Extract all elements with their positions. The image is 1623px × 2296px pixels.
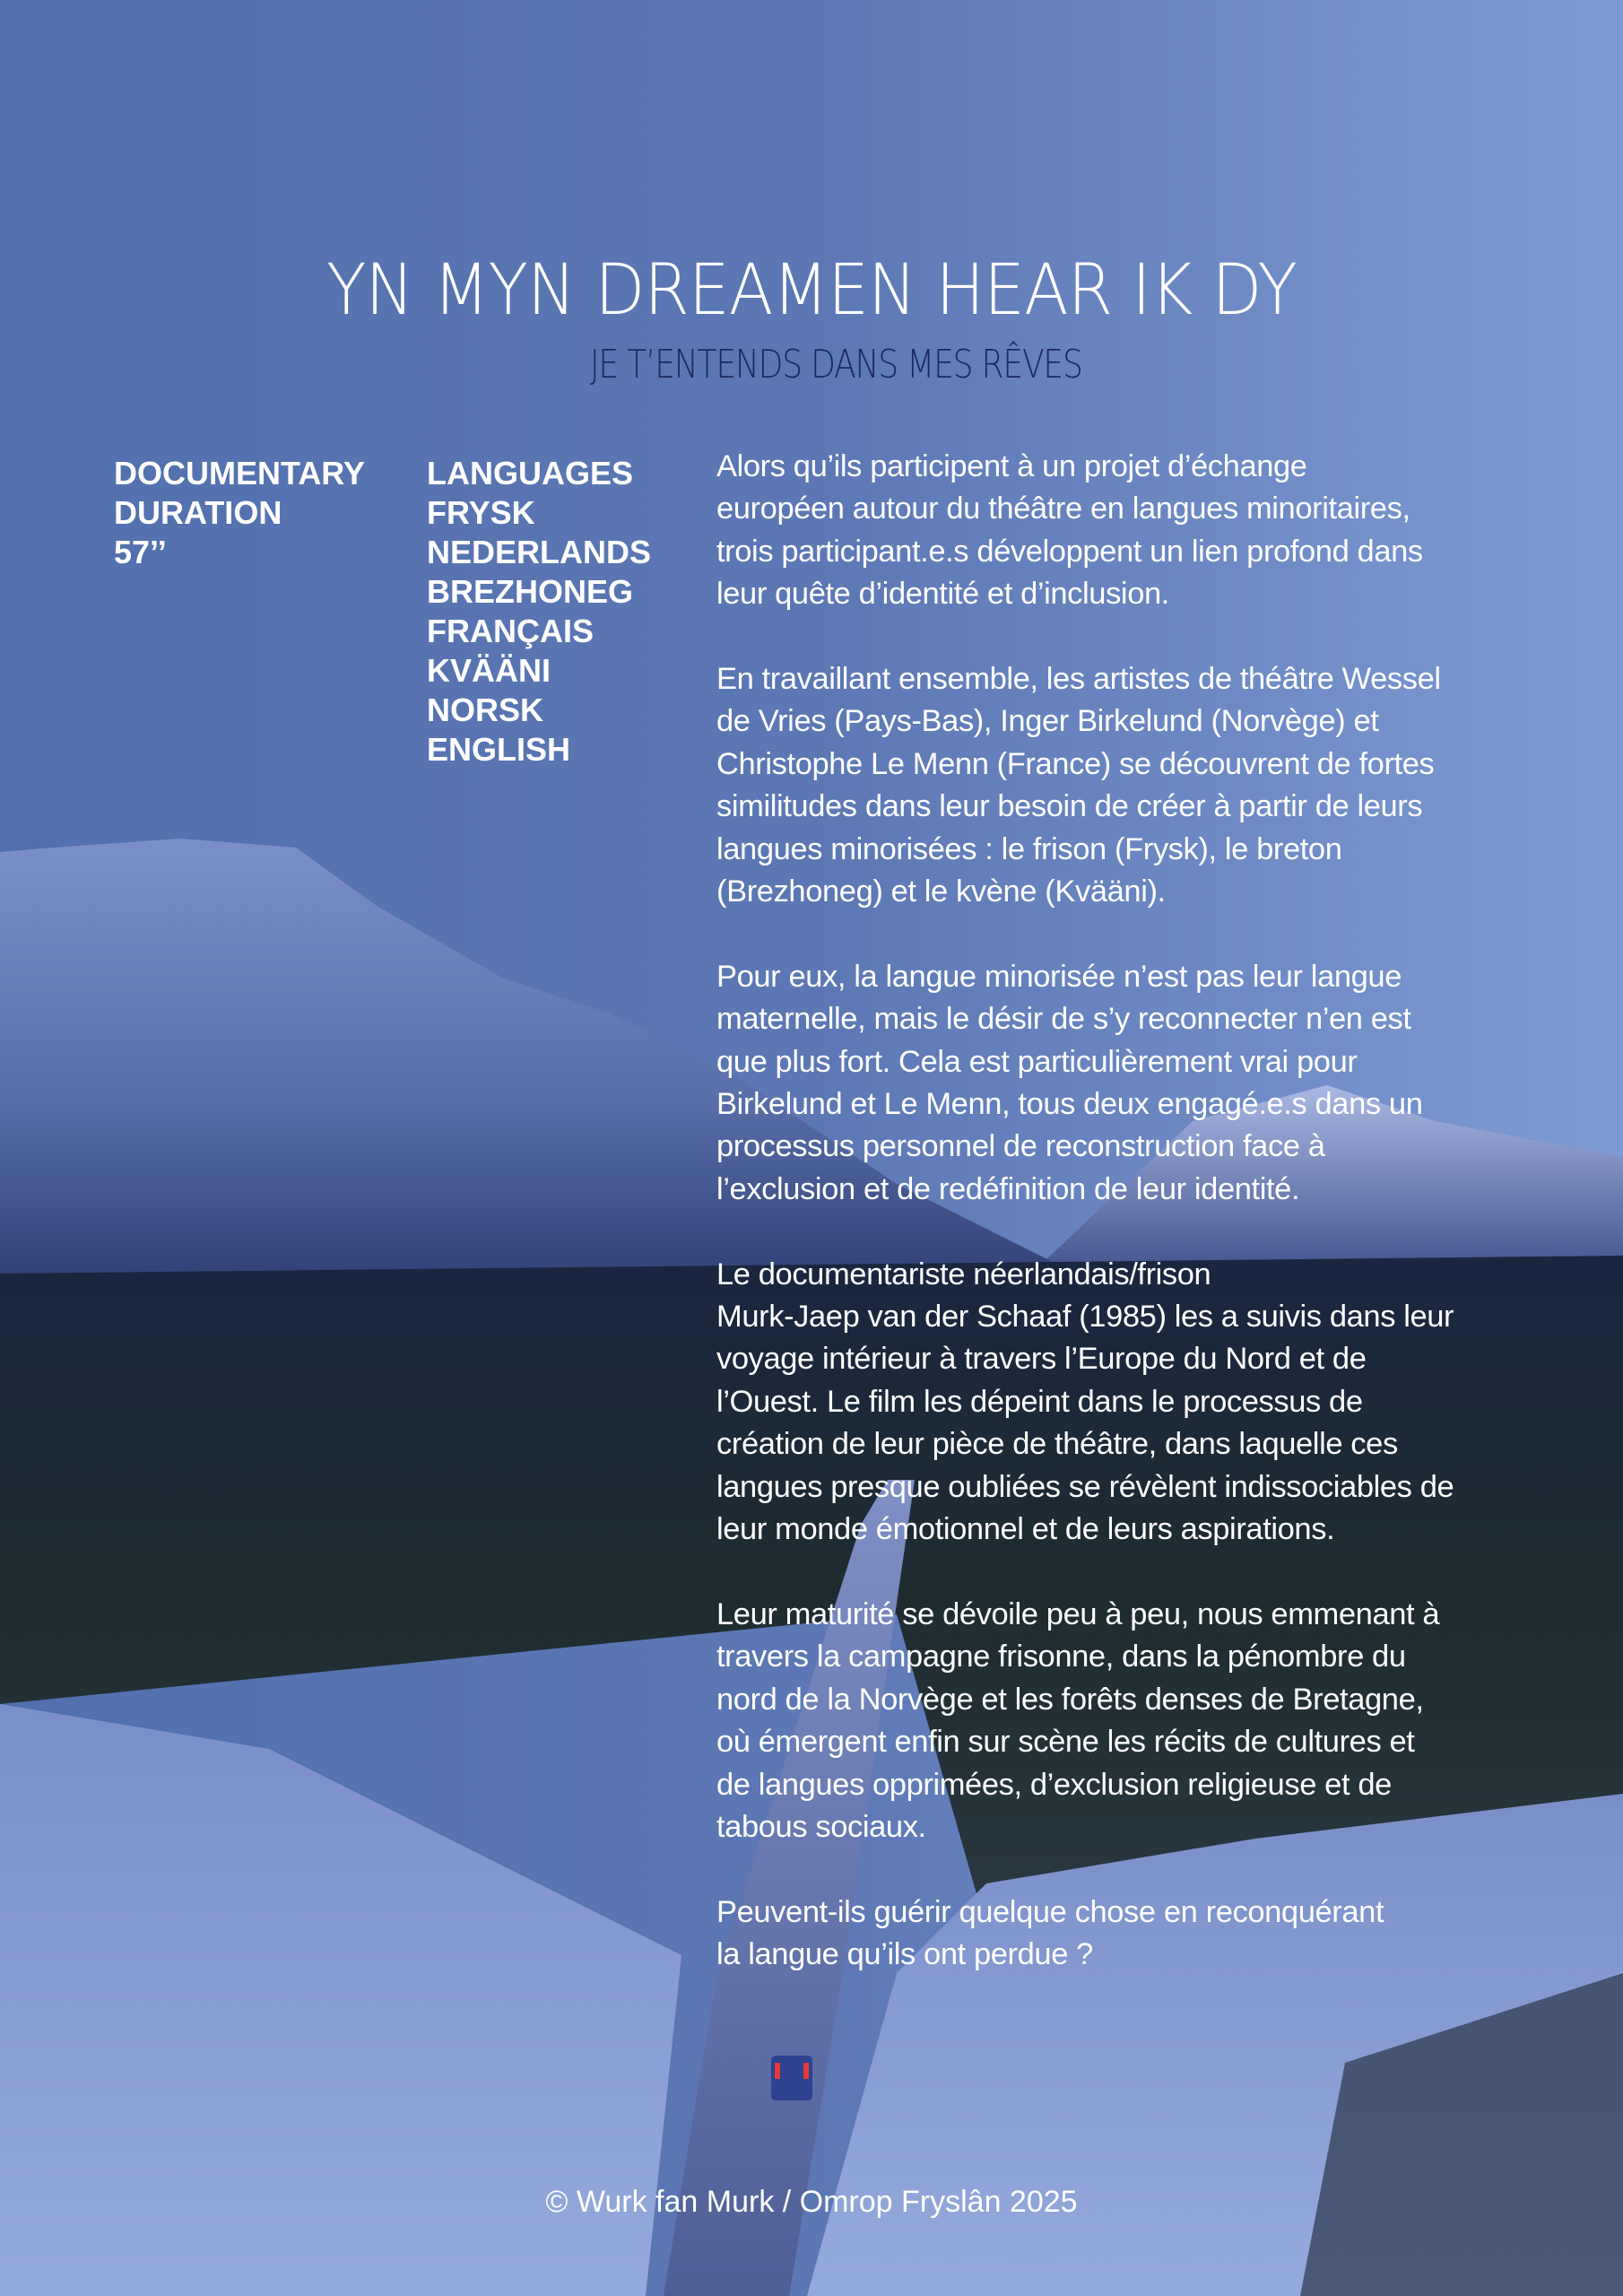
- synopsis-paragraph: Le documentariste néerlandais/frison Murk-Jaep van der Schaaf (1985) les a suivis dans leur voyage intérieur à travers l’Europe du Nord et de l’Ouest. Le film les dépeint dans le processus de création de leur pièce de théâtre, dans laquelle ces langues presque oubliées se révèlent indissociables de leur monde émotionnel et de leurs aspirations.: [716, 1257, 1454, 1547]
- language-item: BREZHONEG: [427, 573, 634, 610]
- language-item: ENGLISH: [427, 731, 571, 768]
- car: [771, 2056, 812, 2100]
- copyright-credit: © Wurk fan Murk / Omrop Fryslân 2025: [545, 2185, 1078, 2219]
- languages-list: [427, 454, 651, 770]
- synopsis-paragraph: Leur maturité se dévoile peu à peu, nous emmenant à travers la campagne frisonne, dans la pénombre du nord de la Norvège et les forêts denses de Bretagne, où émergent enfin sur scène les récits de cultures et de langues opprimées, d’exclusion religieuse et de tabous sociaux.: [716, 1596, 1440, 1844]
- genre-label: DOCUMENTARY: [114, 455, 365, 491]
- film-title: YN MYN DREAMEN HEAR IK DY: [326, 250, 1297, 331]
- synopsis-question: Peuvent-ils guérir quelque chose en reconquérant la langue qu’ils ont perdue ?: [716, 1894, 1384, 1972]
- languages-heading: LANGUAGES: [427, 455, 634, 491]
- synopsis-paragraph: En travaillant ensemble, les artistes de théâtre Wessel de Vries (Pays-Bas), Inger Birkelund (Norvège) et Christophe Le Menn (France) se découvrent de fortes similitudes dans leur besoin de créer à partir de leurs langues minorisées : le frison (Frysk), le breton (Brezhoneg) et le kvène (Kvääni).: [716, 662, 1441, 909]
- language-item: FRANÇAIS: [427, 613, 594, 649]
- language-item: NEDERLANDS: [427, 534, 652, 570]
- film-info: [114, 454, 365, 572]
- language-item: NORSK: [427, 691, 544, 728]
- language-item: FRYSK: [427, 494, 535, 531]
- language-item: KVÄÄNI: [427, 652, 551, 689]
- film-subtitle: JE T’ENTENDS DANS MES RÊVES: [589, 342, 1082, 387]
- synopsis-paragraph: Alors qu’ils participent à un projet d’échange européen autour du théâtre en langues minoritaires, trois participant.e.s développent un lien profond dans leur quête d’identité et d’inclusion.: [716, 449, 1423, 612]
- duration-value: 57’’: [114, 534, 167, 570]
- synopsis: [716, 446, 1523, 2019]
- synopsis-paragraph: Pour eux, la langue minorisée n’est pas leur langue maternelle, mais le désir de s’y reconnecter n’en est que plus fort. Cela est particulièrement vrai pour Birkelund et Le Menn, tous deux engagé.e.s dans un processus personnel de reconstruction face à l’exclusion et de redéfinition de leur identité.: [716, 959, 1423, 1206]
- duration-label: DURATION: [114, 494, 282, 531]
